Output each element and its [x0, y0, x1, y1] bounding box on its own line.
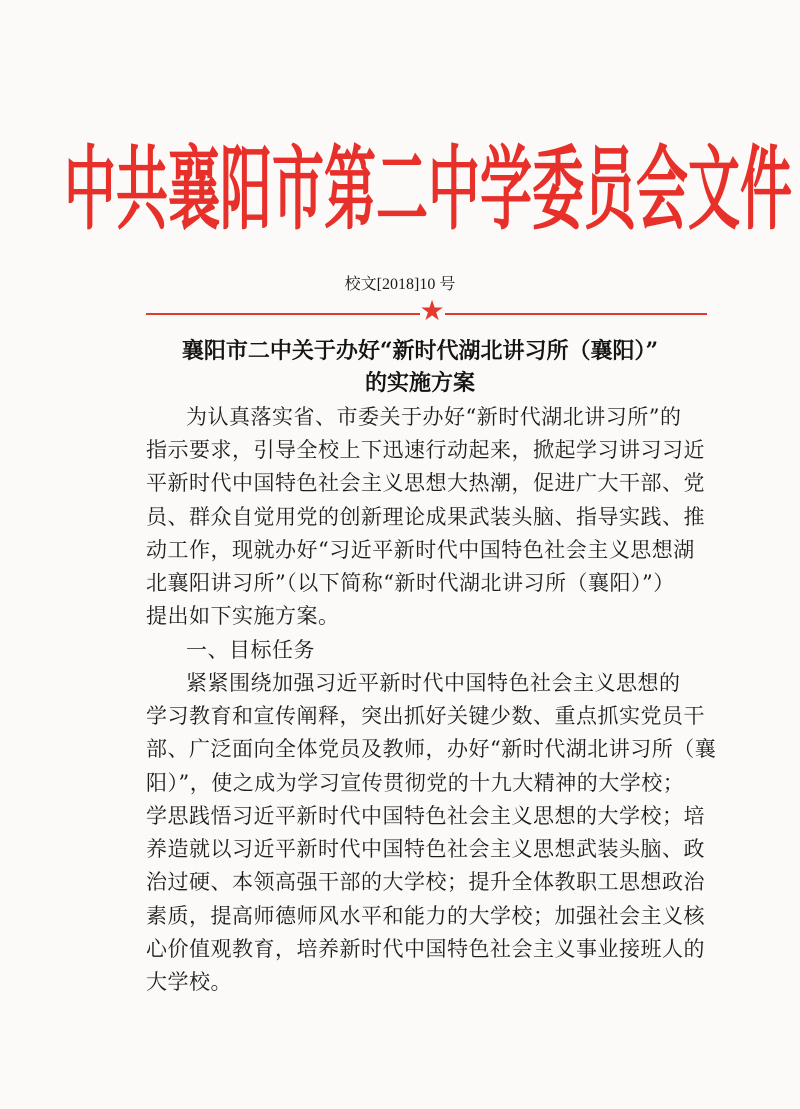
paragraph-line: 平新时代中国特色社会主义思想大热潮，促进广大干部、党	[146, 471, 705, 495]
paragraph-line: 指示要求，引导全校上下迅速行动起来，掀起学习讲习习近	[146, 438, 705, 462]
document-title-line-2: 的实施方案	[364, 370, 475, 396]
paragraph-line: 大学校。	[146, 970, 232, 994]
star-icon: ★	[419, 294, 445, 327]
paragraph-line: 紧紧围绕加强习近平新时代中国特色社会主义思想的	[186, 671, 681, 695]
paragraph-line: 学习教育和宣传阐释，突出抓好关键少数、重点抓实党员干	[146, 704, 705, 728]
paragraph-line: 心价值观教育，培养新时代中国特色社会主义事业接班人的	[146, 937, 705, 961]
paragraph-line: 学思践悟习近平新时代中国特色社会主义思想的大学校；培	[146, 804, 705, 828]
paragraph-line: 北襄阳讲习所”（以下简称“新时代湖北讲习所（襄阳）”）	[146, 571, 675, 595]
document-title-line-1: 襄阳市二中关于办好“新时代湖北讲习所（襄阳）”	[181, 338, 659, 364]
paragraph-line: 为认真落实省、市委关于办好“新时代湖北讲习所”的	[186, 405, 682, 429]
masthead-title: 中共襄阳市第二中学委员会文件	[64, 135, 793, 243]
paragraph-line: 提出如下实施方案。	[146, 604, 340, 628]
document-number: 校文[2018]10 号	[344, 276, 456, 293]
paragraph-line: 养造就以习近平新时代中国特色社会主义思想武装头脑、政	[146, 837, 705, 861]
paragraph-line: 动工作，现就办好“习近平新时代中国特色社会主义思想湖	[146, 538, 695, 562]
paragraph-line: 员、群众自觉用党的创新理论成果武装头脑、指导实践、推	[146, 505, 705, 529]
section-heading: 一、目标任务	[186, 638, 315, 662]
paragraph-line: 治过硬、本领高强干部的大学校；提升全体教职工思想政治	[146, 870, 705, 894]
paragraph-line: 部、广泛面向全体党员及教师，办好“新时代湖北讲习所（襄	[146, 737, 717, 761]
paragraph-line: 阳）”，使之成为学习宣传贯彻党的十九大精神的大学校；	[146, 771, 685, 795]
paragraph-line: 素质，提高师德师风水平和能力的大学校；加强社会主义核	[146, 904, 705, 928]
